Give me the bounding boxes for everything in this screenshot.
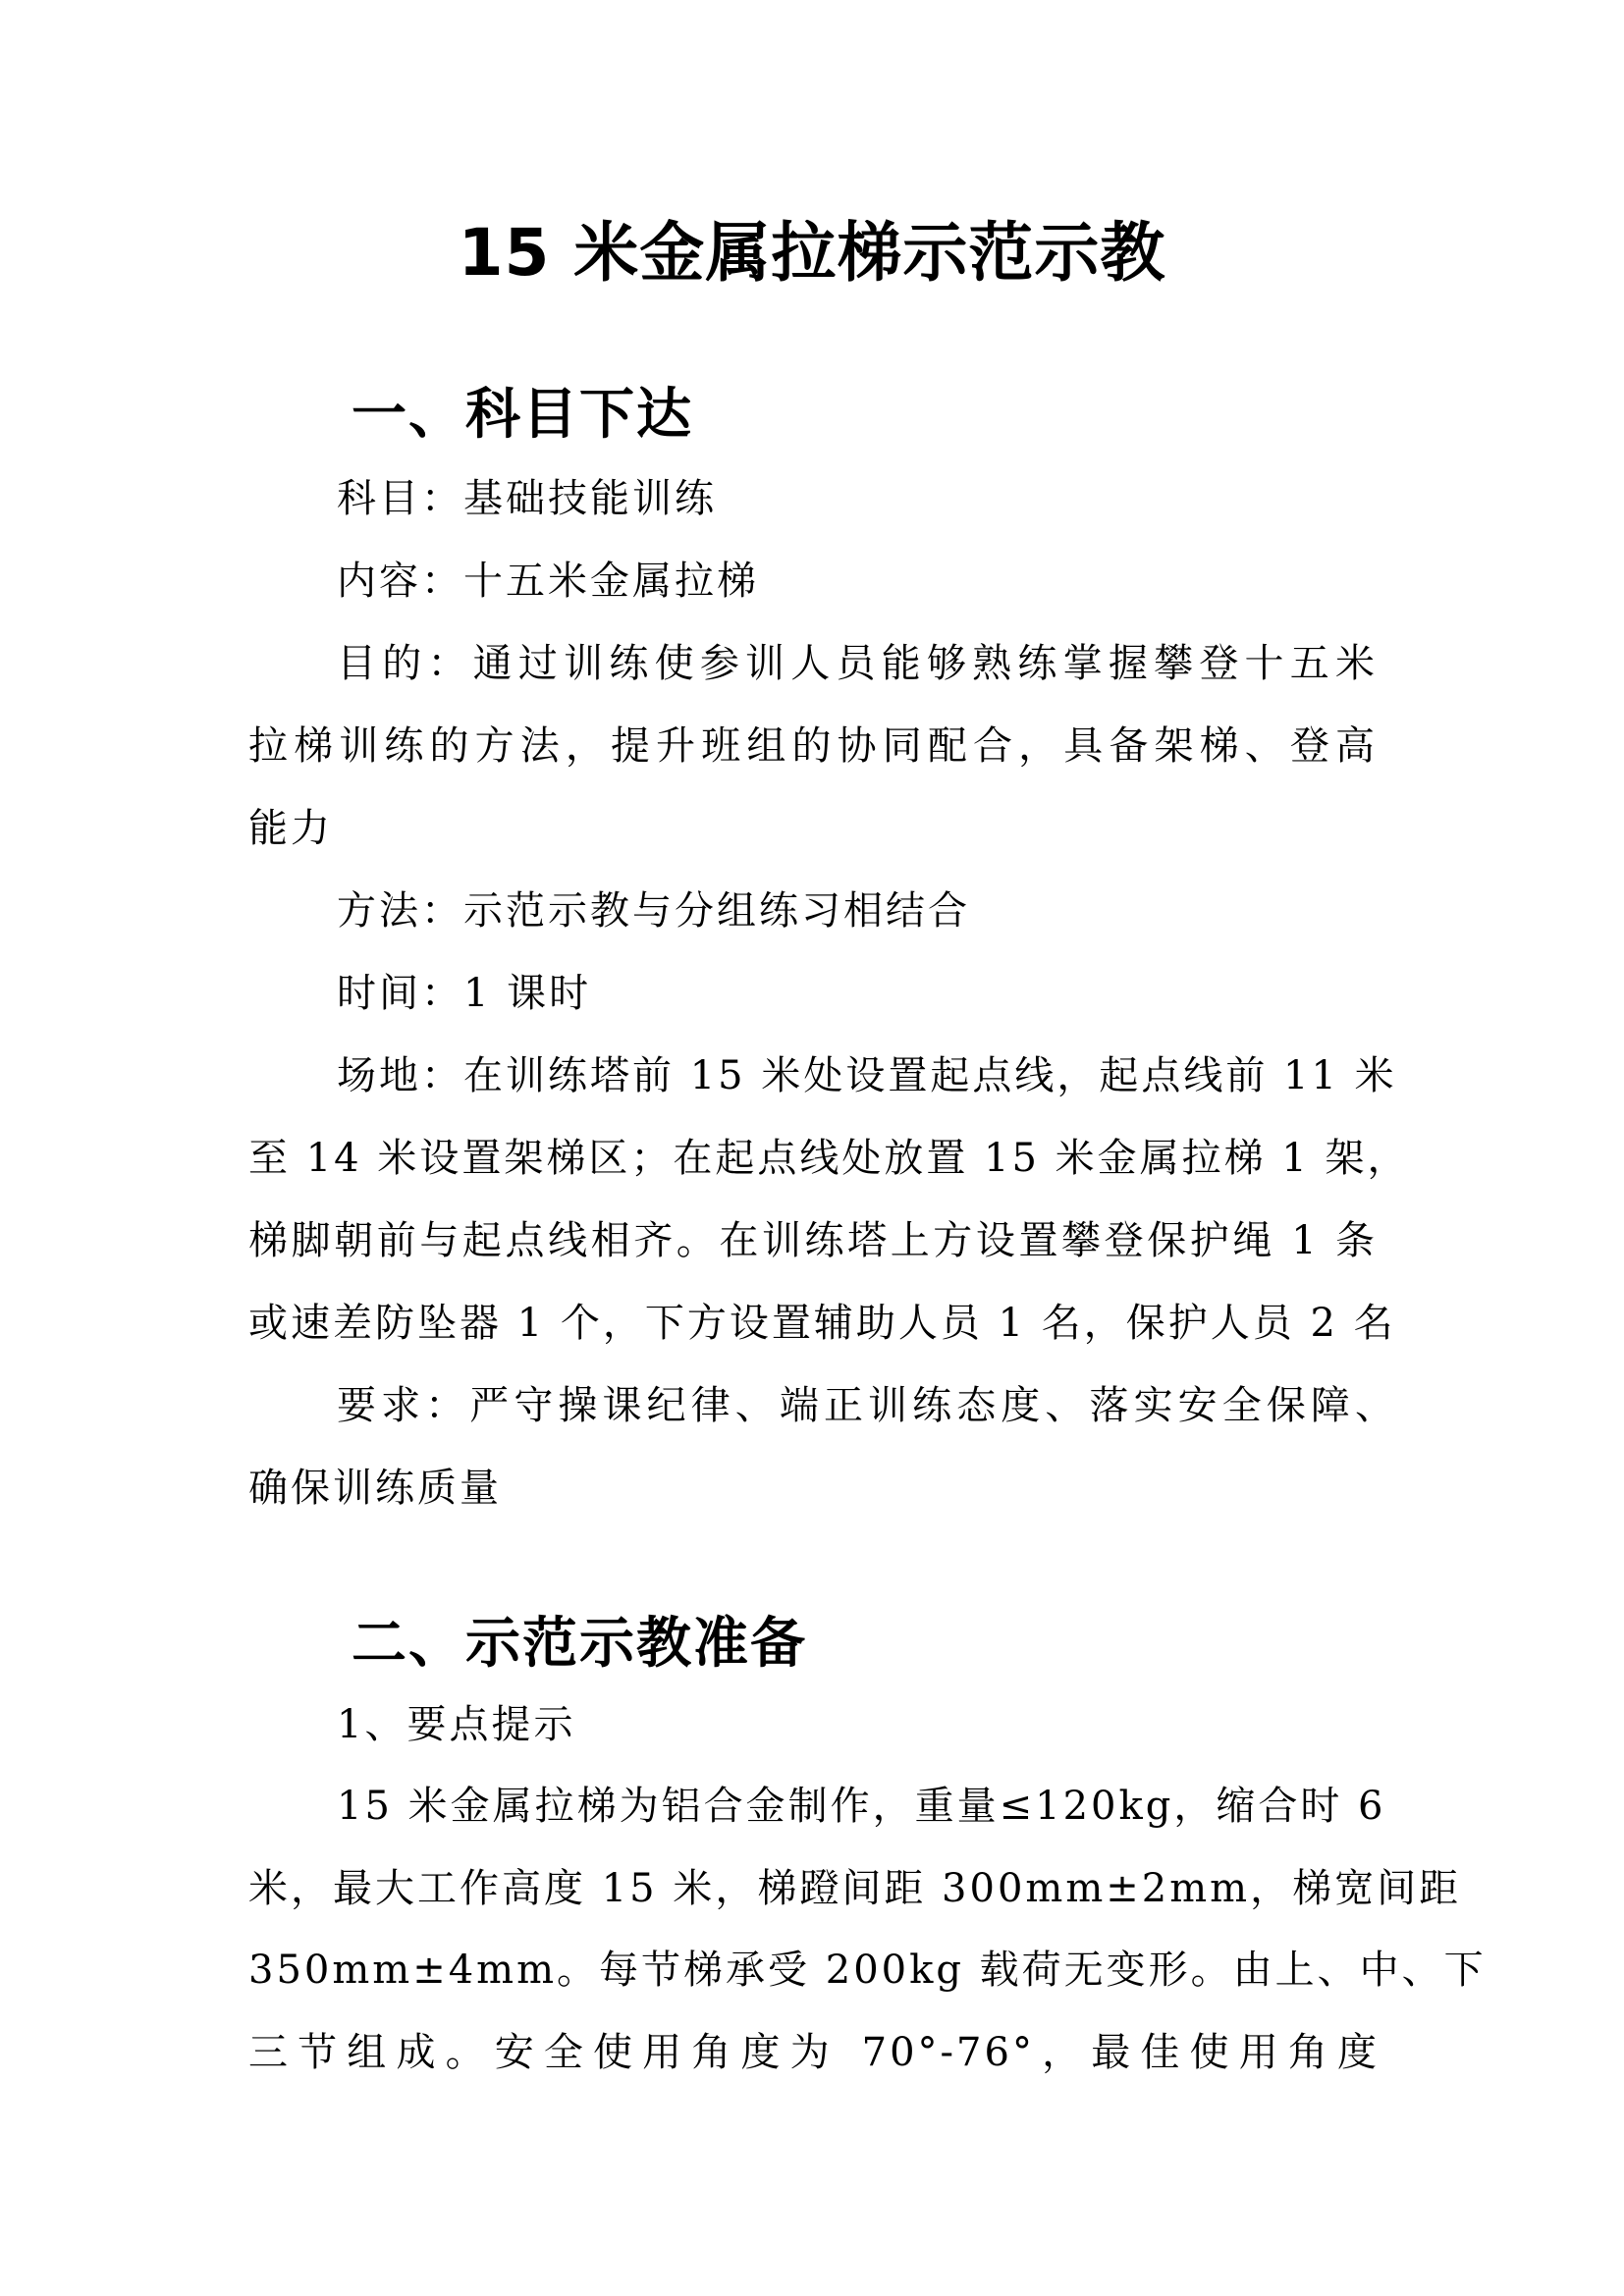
- paragraph-method: 方法：示范示教与分组练习相结合: [337, 888, 970, 934]
- paragraph-requirement-line-1: 要求：严守操课纪律、端正训练态度、落实安全保障、: [337, 1383, 1397, 1428]
- paragraph-venue-line-1: 场地：在训练塔前 15 米处设置起点线，起点线前 11 米: [337, 1053, 1397, 1098]
- section-heading-2: 二、示范示教准备: [352, 1612, 807, 1676]
- section-heading-1: 一、科目下达: [352, 383, 693, 447]
- paragraph-venue-line-4: 或速差防坠器 1 个，下方设置辅助人员 1 名，保护人员 2 名: [248, 1301, 1396, 1346]
- paragraph-time: 时间：1 课时: [337, 971, 592, 1016]
- subheading-key-points: 1、要点提示: [337, 1702, 576, 1747]
- paragraph-purpose-line-2: 拉梯训练的方法，提升班组的协同配合，具备架梯、登高: [248, 723, 1378, 769]
- paragraph-requirement-line-2: 确保训练质量: [248, 1466, 502, 1511]
- paragraph-subject: 科目：基础技能训练: [337, 476, 717, 521]
- paragraph-spec-line-1: 15 米金属拉梯为铝合金制作，重量≤120kg，缩合时 6: [337, 1784, 1386, 1829]
- paragraph-purpose-line-1: 目的：通过训练使参训人员能够熟练掌握攀登十五米: [337, 641, 1378, 686]
- paragraph-spec-line-3: 350mm±4mm。每节梯承受 200kg 载荷无变形。由上、中、下: [248, 1948, 1487, 1993]
- document-title: 15 米金属拉梯示范示教: [458, 215, 1166, 291]
- paragraph-content: 内容：十五米金属拉梯: [337, 559, 759, 604]
- paragraph-spec-line-2: 米，最大工作高度 15 米，梯蹬间距 300mm±2mm，梯宽间距: [248, 1866, 1462, 1911]
- paragraph-purpose-line-3: 能力: [248, 806, 333, 851]
- paragraph-venue-line-3: 梯脚朝前与起点线相齐。在训练塔上方设置攀登保护绳 1 条: [248, 1218, 1378, 1263]
- paragraph-venue-line-2: 至 14 米设置架梯区；在起点线处放置 15 米金属拉梯 1 架，: [248, 1136, 1410, 1181]
- paragraph-spec-line-4: 三节组成。安全使用角度为 70°-76°，最佳使用角度: [248, 2030, 1380, 2075]
